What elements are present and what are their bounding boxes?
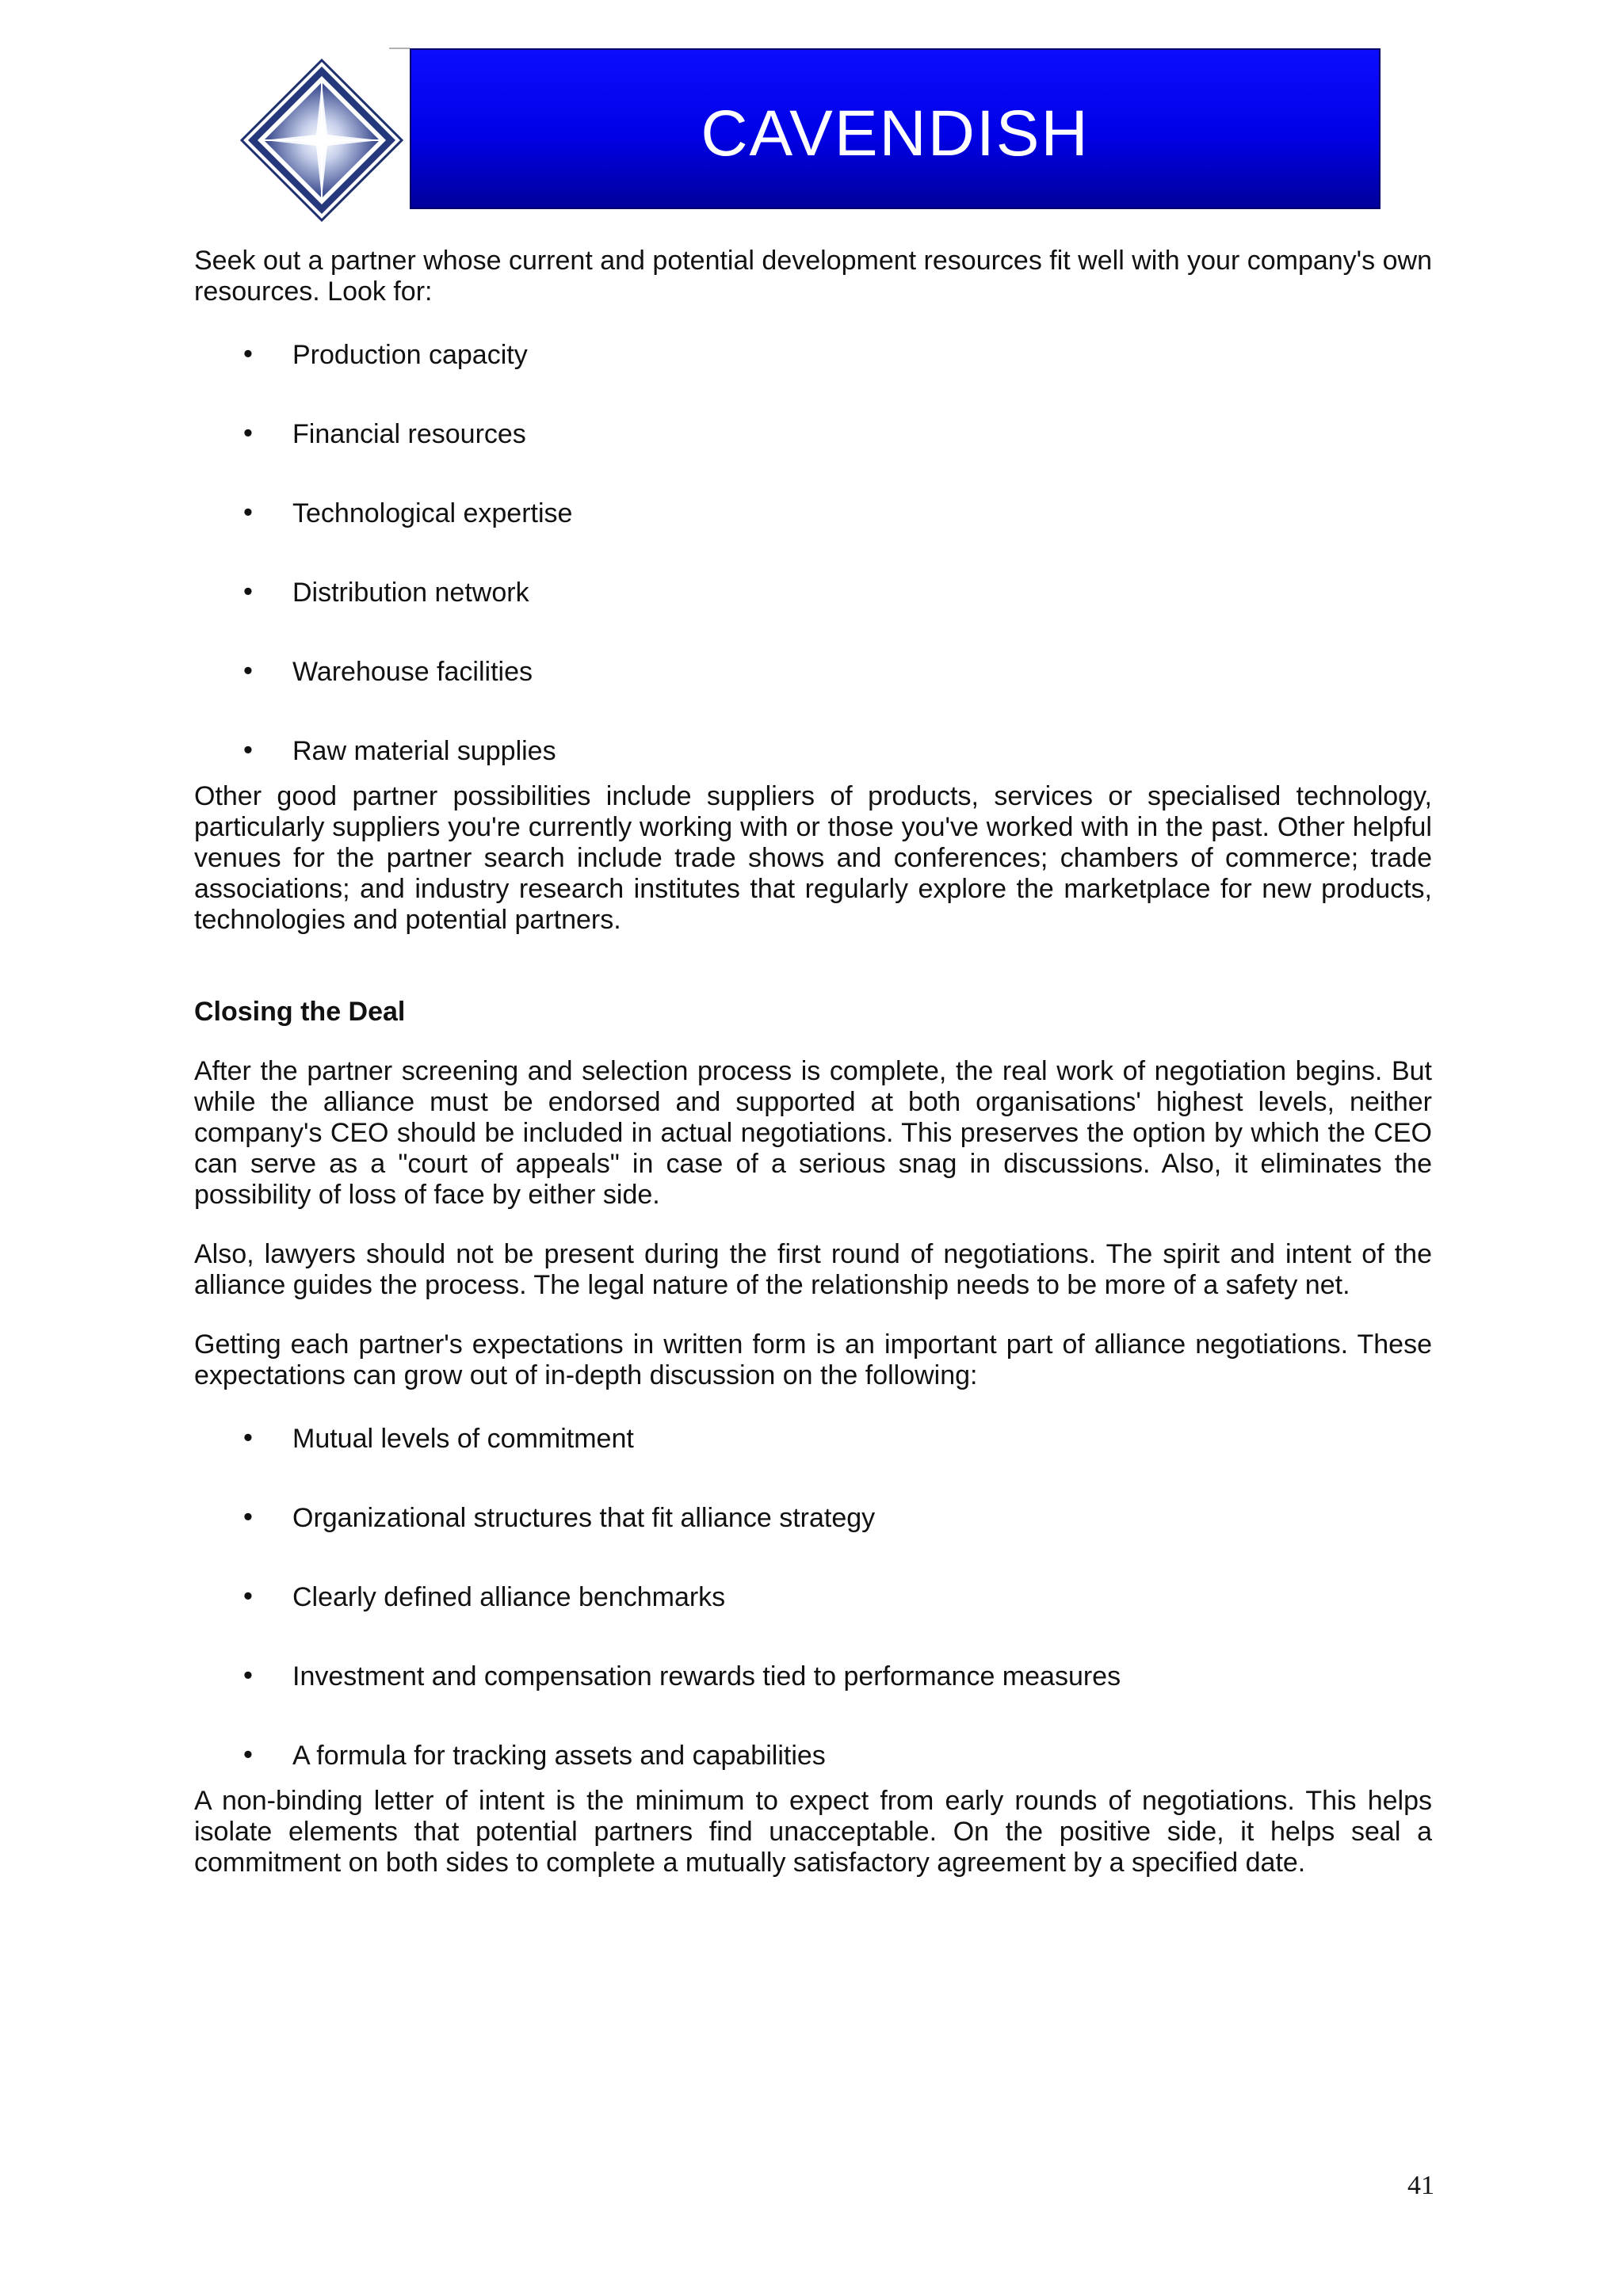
intro-paragraph: Seek out a partner whose current and potential development resources fit well with your company's own resources. Look for: <box>194 246 1432 307</box>
logo <box>240 59 403 222</box>
lawyers-paragraph: Also, lawyers should not be present during the first round of negotiations. The spirit and intent of the alliance guides the process. The legal nature of the relationship needs to be more of a safety net. <box>194 1239 1432 1300</box>
brand-title: CAVENDISH <box>701 97 1090 170</box>
list-item: • Organizational structures that fit alliance strategy <box>194 1478 1432 1558</box>
brand-banner <box>410 48 1381 209</box>
list-item: • A formula for tracking assets and capabilities <box>194 1716 1432 1795</box>
list-item: • Raw material supplies <box>194 711 1432 791</box>
header-rule <box>389 48 410 49</box>
diamond-star-logo-icon <box>240 59 403 222</box>
list-item: • Investment and compensation rewards tied to performance measures <box>194 1637 1432 1716</box>
resource-list <box>194 315 1432 791</box>
document-body <box>194 246 1432 1878</box>
section-heading: Closing the Deal <box>194 997 406 1027</box>
page-number: 41 <box>1407 2171 1434 2200</box>
list-item: • Financial resources <box>194 395 1432 474</box>
list-item: • Mutual levels of commitment <box>194 1399 1432 1478</box>
expectations-list <box>194 1399 1432 1795</box>
list-item: • Distribution network <box>194 553 1432 632</box>
expectations-paragraph: Getting each partner's expectations in written form is an important part of alliance negotiations. These expectations can grow out of in-depth discussion on the following: <box>194 1329 1432 1390</box>
letter-paragraph: A non-binding letter of intent is the minimum to expect from early rounds of negotiations. This helps isolate elements that potential partners find unacceptable. On the positive side, it helps seal a commitment on both sides to complete a mutually satisfactory agreement by a specified date. <box>194 1786 1432 1878</box>
negotiation-paragraph: After the partner screening and selection process is complete, the real work of negotiation begins. But while the alliance must be endorsed and supported at both organisations' highest levels, neither company's CEO should be included in actual negotiations. This preserves the option by which the CEO can serve as a "court of appeals" in case of a serious snag in discussions. Also, it eliminates the possibility of loss of face by either side. <box>194 1056 1432 1210</box>
list-item: • Warehouse facilities <box>194 632 1432 711</box>
list-item: • Production capacity <box>194 315 1432 395</box>
list-item: • Technological expertise <box>194 474 1432 553</box>
list-item: • Clearly defined alliance benchmarks <box>194 1558 1432 1637</box>
partner-paragraph: Other good partner possibilities include suppliers of products, services or specialised technology, particularly suppliers you're currently working with or those you've worked with in the past. Other helpful venues for the partner search include trade shows and conferences; chambers of commerce; trade associations; and industry research institutes that regularly explore the marketplace for new products, technologies and potential partners. <box>194 781 1432 935</box>
